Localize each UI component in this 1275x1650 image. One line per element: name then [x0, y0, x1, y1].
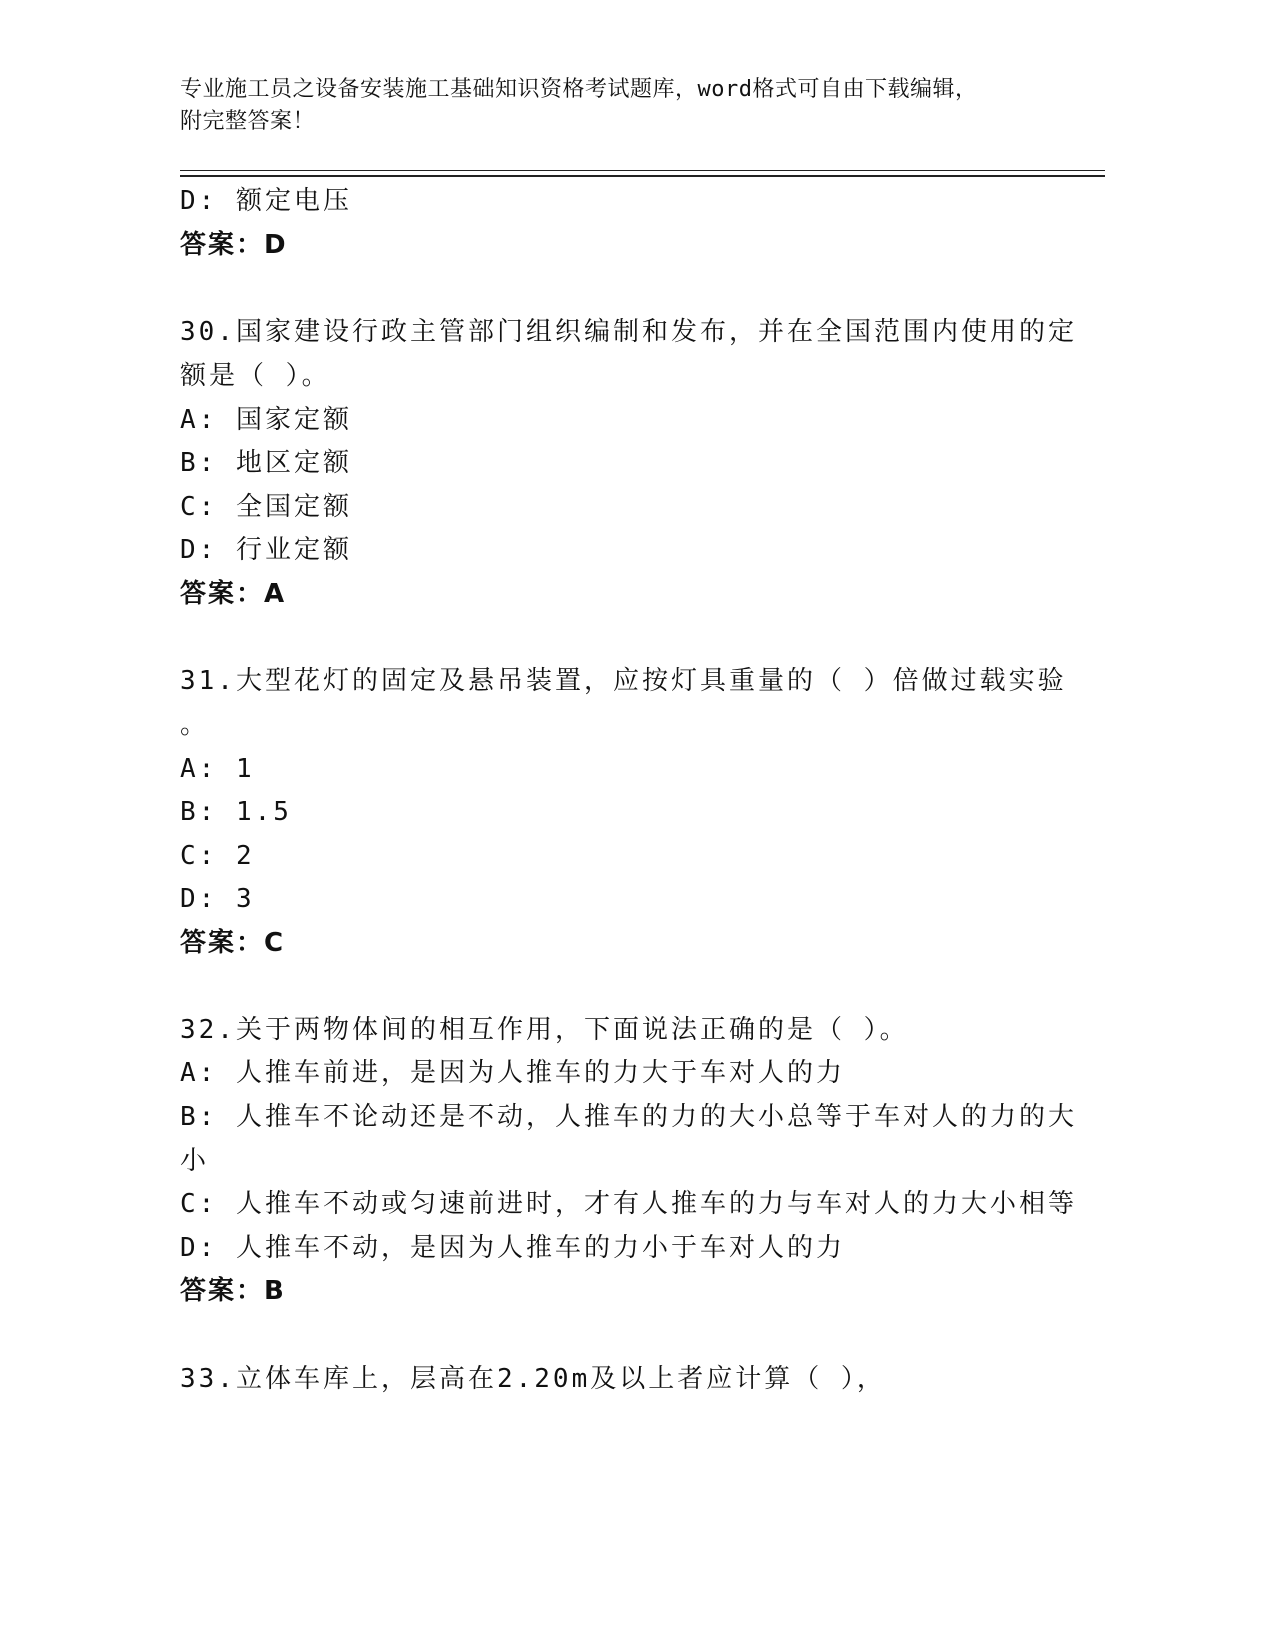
- question-30-option-c: C: 全国定额: [180, 492, 352, 522]
- question-30-option-b: B: 地区定额: [180, 448, 352, 478]
- question-32-option-a: A: 人推车前进，是因为人推车的力大于车对人的力: [180, 1058, 845, 1088]
- question-30-option-d: D: 行业定额: [180, 535, 352, 565]
- question-30-option-a: A: 国家定额: [180, 405, 352, 435]
- question-32-option-c: C: 人推车不动或匀速前进时，才有人推车的力与车对人的力大小相等: [180, 1189, 1077, 1219]
- header-line-2: 附完整答案！: [180, 109, 316, 134]
- question-31-option-c: C: 2: [180, 841, 255, 871]
- document-header: [180, 74, 1080, 138]
- header-line-1: 专业施工员之设备安装施工基础知识资格考试题库，word格式可自由下载编辑，: [180, 77, 978, 102]
- answer-29: 答案：D: [180, 230, 288, 260]
- header-divider-bottom: [180, 175, 1105, 177]
- question-30-line-2: 额是（ ）。: [180, 361, 331, 391]
- question-32-option-d: D: 人推车不动，是因为人推车的力小于车对人的力: [180, 1233, 845, 1263]
- option-d-prev: D: 额定电压: [180, 186, 352, 216]
- question-31-option-a: A: 1: [180, 754, 255, 784]
- question-32-option-b-line-1: B: 人推车不论动还是不动，人推车的力的大小总等于车对人的力的大: [180, 1102, 1077, 1132]
- question-31-option-b: B: 1.5: [180, 797, 292, 827]
- question-31-line-1: 31.大型花灯的固定及悬吊装置，应按灯具重量的（ ）倍做过载实验: [180, 666, 1067, 696]
- question-33-line-1: 33.立体车库上，层高在2.20m及以上者应计算（ ），: [180, 1364, 886, 1394]
- answer-32: 答案：B: [180, 1276, 286, 1306]
- header-divider-top: [180, 170, 1105, 171]
- question-32-option-b-line-2: 小: [180, 1146, 210, 1176]
- answer-31: 答案：C: [180, 928, 286, 958]
- question-31-line-2: 。: [180, 710, 210, 740]
- question-30-line-1: 30.国家建设行政主管部门组织编制和发布，并在全国范围内使用的定: [180, 317, 1077, 347]
- question-31-option-d: D: 3: [180, 884, 255, 914]
- question-32-line-1: 32.关于两物体间的相互作用，下面说法正确的是（ ）。: [180, 1015, 909, 1045]
- answer-30: 答案：A: [180, 579, 287, 609]
